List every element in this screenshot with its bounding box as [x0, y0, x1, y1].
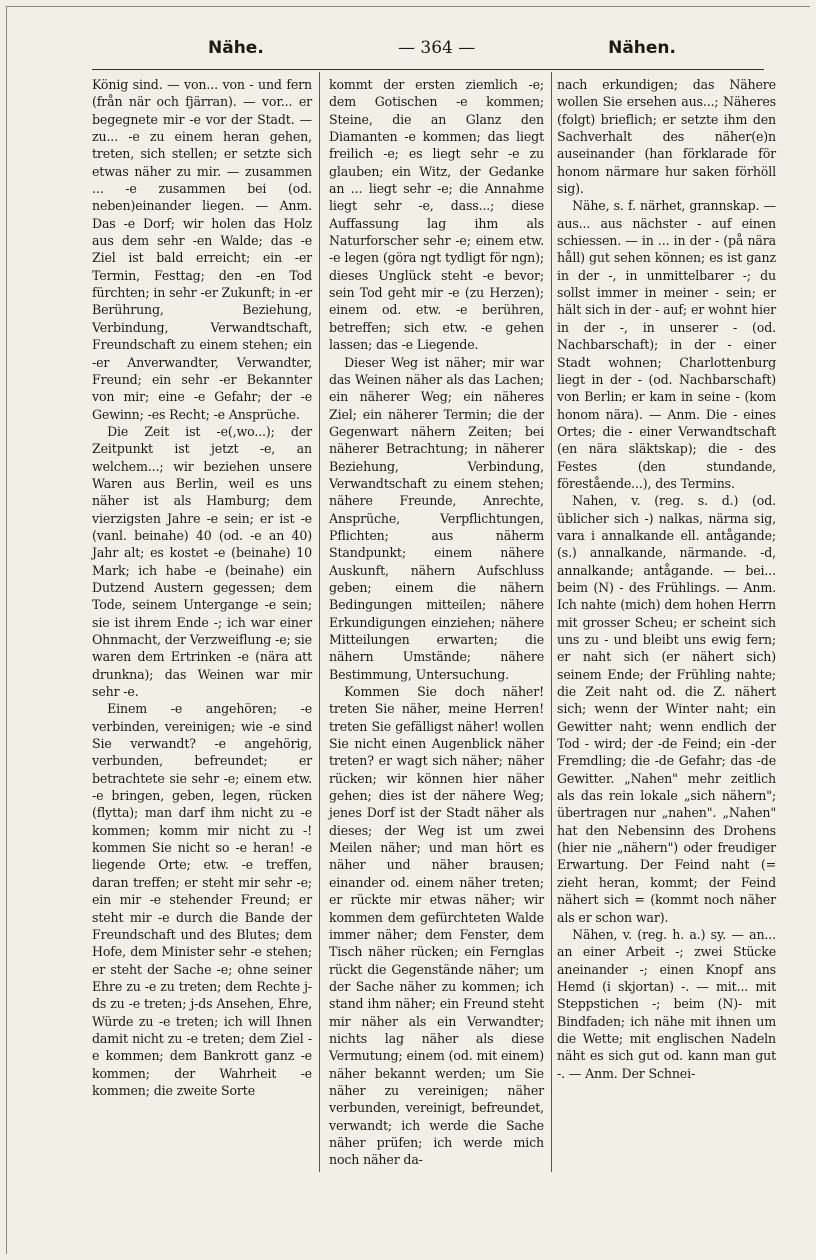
dictionary-entry-nahen: Nahen, v. (reg. s. d.) (od. üblicher sich -) nalkas, närma sig, vara i annalkande ell. antågande; (s.) annalkande, närmande. -d, annalkande; antågande. — bei... beim (N) - des Frühlings. — Anm. Ich nahte (mich) dem hohen Herrn mit grosser Scheu; er scheint sich uns zu - und bleibt uns ewig fern; er naht sich (er nähert sich) seinem Ende; der Frühling nahte; die Zeit naht od. die Z. nähert sich; wenn der Winter naht; ein Gewitter naht; wenn endlich der Tod - wird; der -de Feind; ein -der Fremdling; die -de Gefahr; das -de Gewitter. „Nahen" mehr zeitlich als das rein lokale „sich nähern"; übertragen nur „nahen". „Nahen" hat den Nebensinn des Drohens (hier nie „nähern") oder freudiger Erwartung. Der Feind naht (= zieht heran, kommt; der Feind nähert sich = (kommt noch näher als er schon war).: [557, 493, 776, 925]
paragraph: kommt der ersten ziemlich -e; dem Gotischen -e kommen; Steine, die an Glanz den Diamanten -e kommen; das liegt freilich -e; es liegt sehr -e zu glauben; ein Witz, der Gedanke an ... liegt sehr -e; die Annahme liegt sehr -e, dass...; diese Auffassung lag ihm als Naturforscher sehr -e; einem etw. -e legen (göra ngt tydligt för ngn); dieses Unglück steht -e bevor; sein Tod geht mir -e (zu Herzen); einem od. etw. -e berühren, betreffen; sich etw. -e gehen lassen; das -e Liegende.: [329, 77, 544, 353]
paragraph: König sind. — von... von - und fern (från när och fjärran). — vor... er begegnete mir -e vor der Stadt. — zu... -e zu einem heran gehen, treten, sich stellen; er setzte sich etwas näher zu mir. — zusammen ... -e zusammen bei (od. neben)einander liegen. — Anm. Das -e Dorf; wir holen das Holz aus dem sehr -en Walde; das -e Ziel ist bald erreicht; ein -er Termin, Festtag; den -en Tod fürchten; in sehr -er Zukunft; in -er Berührung, Beziehung, Verbindung, Verwandtschaft, Freundschaft zu einem stehen; ein -er Anverwandter, Verwandter, Freund; ein sehr -er Bekannter von mir; eine -e Gefahr; der -e Gewinn; -es Recht; -e Ansprüche.: [92, 77, 312, 422]
paragraph: Kommen Sie doch näher! treten Sie näher, meine Herren! treten Sie gefälligst näher! wollen Sie nicht einen Augenblick näher treten? er wagt sich näher; näher rücken; wir können hier näher gehen; dies ist der nähere Weg; jenes Dorf ist der Stadt näher als dieses; der Weg ist um zwei Meilen näher; und man hört es näher und näher brausen; einander od. einem näher treten; er rückte mir etwas näher; wir kommen dem gefürchteten Walde immer näher; dem Fenster, dem Tisch näher rücken; ein Fernglas rückt die Gegenstände näher; um der Sache näher zu kommen; ich stand ihm näher; ein Freund steht mir näher als ein Verwandter; nichts lag näher als diese Vermutung; einem (od. mit einem) näher bekannt werden; um Sie näher zu vereinigen; näher verbunden, vereinigt, befreundet, verwandt; ich werde die Sache näher prüfen; ich werde mich noch näher da-: [329, 684, 544, 1168]
paragraph: Dieser Weg ist näher; mir war das Weinen näher als das Lachen; ein näherer Weg; ein näheres Ziel; ein näherer Termin; die der Gegenwart nähern Zeiten; bei näherer Betrachtung; in näherer Beziehung, Verbindung, Verwandtschaft zu einem stehen; nähere Freunde, Anrechte, Ansprüche, Verpflichtungen, Pflichten; aus näherm Standpunkt; einem nähere Auskunft, nähern Aufschluss geben; einem die nähern Bedingungen mitteilen; nähere Erkundigungen einziehen; nähere Mitteilungen erwarten; die nähern Umstände; nähere Bestimmung, Untersuchung.: [329, 354, 544, 682]
running-header: [60, 38, 758, 64]
paragraph: Die Zeit ist -e(,wo...); der Zeitpunkt ist jetzt -e, an welchem...; wir beziehen unsere Waren aus Berlin, weil es uns näher ist als Hamburg; dem vierzigsten Jahre -e sein; er ist -e (vanl. beinahe) 40 (od. -e an 40) Jahr alt; es kostet -e (beinahe) 10 Mark; ich habe -e (beinahe) ein Dutzend Austern gegessen; dem Tode, seinem Untergange -e sein; sie ist ihrem Ende -; ich war einer Ohnmacht, der Verzweiflung -e; sie waren dem Ertrinken -e (nära att drunkna); das Weinen war mir sehr -e.: [92, 423, 312, 700]
column-divider: [551, 72, 552, 1172]
paragraph: nach erkundigen; das Nähere wollen Sie ersehen aus...; Näheres (folgt) brieflich; er setzte ihm den Sachverhalt des näher(e)n auseinander (han förklarade för honom närmare hur saken förhöll sig).: [557, 77, 776, 197]
column-3: [557, 76, 776, 1082]
paragraph: Einem -e angehören; -e verbinden, vereinigen; wie -e sind Sie verwandt? -e angehörig, verbunden, befreundet; er betrachtete sie sehr -e; einem etw. -e bringen, geben, legen, rücken (flytta); man darf ihm nicht zu -e kommen; komm mir nicht zu -! kommen Sie nicht so -e heran! -e liegende Orte; etw. -e treffen, daran treffen; er steht mir sehr -e; ein mir -e stehender Freund; er steht mir -e durch die Bande der Freundschaft und des Blutes; dem Hofe, dem Minister sehr -e stehen; er steht der Sache -e; ohne seiner Ehre zu -e zu treten; dem Rechte j-ds zu -e treten; j-ds Ansehen, Ehre, Würde zu -e treten; ich will Ihnen damit nicht zu -e treten; dem Ziel -e kommen; dem Bankrott ganz -e kommen; der Wahrheit -e kommen; die zweite Sorte: [92, 701, 312, 1098]
column-divider: [319, 72, 320, 1172]
header-rule: [92, 69, 764, 70]
dictionary-entry-naehe: Nähe, s. f. närhet, grannskap. — aus... aus nächster - auf einen schiessen. — in ... in der - (på nära håll) gut sehen können; es ist ganz in der -, in unmittelbarer -; du sollst immer in meiner - sein; er hält sich in der - auf; er wohnt hier in der -, in unserer - (od. Nachbarschaft); in der - einer Stadt wohnen; Charlottenburg liegt in der - (od. Nachbarschaft) von Berlin; er kam in seine - (kom honom nära). — Anm. Die - eines Ortes; die - einer Verwandtschaft (en nära släktskap); die - des Festes (den stundande, förestående...), des Termins.: [557, 198, 776, 491]
header-right-word: Nähen.: [608, 38, 676, 58]
header-left-word: Nähe.: [208, 38, 264, 58]
column-1: [92, 76, 312, 1099]
column-2: [329, 76, 544, 1169]
page-number: — 364 —: [398, 38, 476, 58]
dictionary-entry-naehen: Nähen, v. (reg. h. a.) sy. — an... an einer Arbeit -; zwei Stücke aneinander -; einen Knopf ans Hemd (i skjortan) -. — mit... mit Steppstichen -; beim (N)- mit Bindfaden; ich nähe mit ihnen um die Wette; mit englischen Nadeln näht es sich gut od. kann man gut -. — Anm. Der Schnei-: [557, 926, 776, 1081]
